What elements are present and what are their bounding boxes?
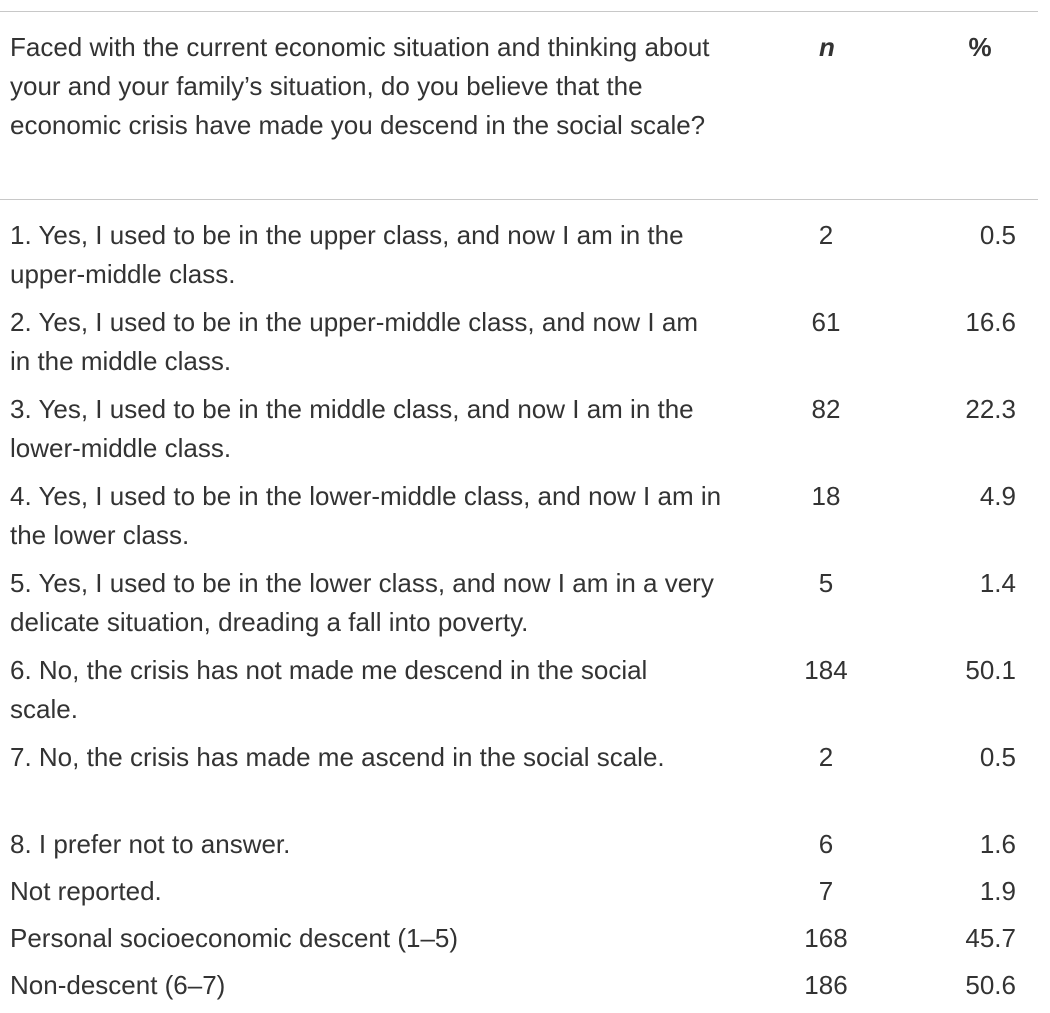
row-percent: 4.9 (979, 481, 1016, 511)
table-header (0, 28, 1038, 188)
table-row (0, 651, 1038, 738)
row-n: 5 (818, 568, 834, 598)
table-row (0, 872, 1038, 919)
n-column-header: n (819, 32, 835, 62)
row-percent: 0.5 (979, 220, 1016, 250)
table-row (0, 738, 1038, 825)
row-percent: 1.9 (979, 876, 1016, 906)
table-row (0, 825, 1038, 872)
row-n: 2 (818, 742, 834, 772)
table-row (0, 390, 1038, 477)
row-percent: 45.7 (965, 923, 1016, 953)
row-label: 3. Yes, I used to be in the middle class, and now I am in the lower-middle class. (10, 394, 694, 463)
row-label: Not reported. (10, 876, 162, 906)
table-row (0, 919, 1038, 966)
table-row (0, 303, 1038, 390)
row-n: 18 (811, 481, 841, 511)
table-top-rule (0, 11, 1038, 12)
row-percent: 1.4 (979, 568, 1016, 598)
row-n: 168 (804, 923, 848, 953)
question-header: Faced with the current economic situation and thinking about your and your family’s situation, do you believe that the economic crisis have made you descend in the social scale? (10, 32, 710, 140)
row-label: 7. No, the crisis has made me ascend in the social scale. (10, 742, 665, 772)
row-label: 2. Yes, I used to be in the upper-middle class, and now I am in the middle class. (10, 307, 698, 376)
row-n: 2 (818, 220, 834, 250)
row-n: 186 (804, 970, 848, 1000)
table-row (0, 966, 1038, 1013)
row-percent: 16.6 (965, 307, 1016, 337)
row-label: Personal socioeconomic descent (1–5) (10, 923, 459, 953)
row-percent: 22.3 (965, 394, 1016, 424)
row-n: 184 (804, 655, 848, 685)
row-label: 1. Yes, I used to be in the upper class, and now I am in the upper-middle class. (10, 220, 684, 289)
row-percent: 50.1 (965, 655, 1016, 685)
row-label: 6. No, the crisis has not made me descend in the social scale. (10, 655, 648, 724)
table-body (0, 216, 1038, 1013)
row-percent: 50.6 (965, 970, 1016, 1000)
row-n: 82 (811, 394, 841, 424)
row-label: 8. I prefer not to answer. (10, 829, 291, 859)
table-row (0, 564, 1038, 651)
row-label: 4. Yes, I used to be in the lower-middle class, and now I am in the lower class. (10, 481, 722, 550)
row-n: 7 (818, 876, 834, 906)
header-divider-rule (0, 199, 1038, 200)
row-label: Non-descent (6–7) (10, 970, 226, 1000)
row-label: 5. Yes, I used to be in the lower class, and now I am in a very delicate situation, dreading a fall into poverty. (10, 568, 714, 637)
row-n: 61 (811, 307, 841, 337)
table-row (0, 216, 1038, 303)
row-percent: 0.5 (979, 742, 1016, 772)
table-row (0, 477, 1038, 564)
percent-column-header: % (968, 32, 992, 62)
row-n: 6 (818, 829, 834, 859)
row-percent: 1.6 (979, 829, 1016, 859)
